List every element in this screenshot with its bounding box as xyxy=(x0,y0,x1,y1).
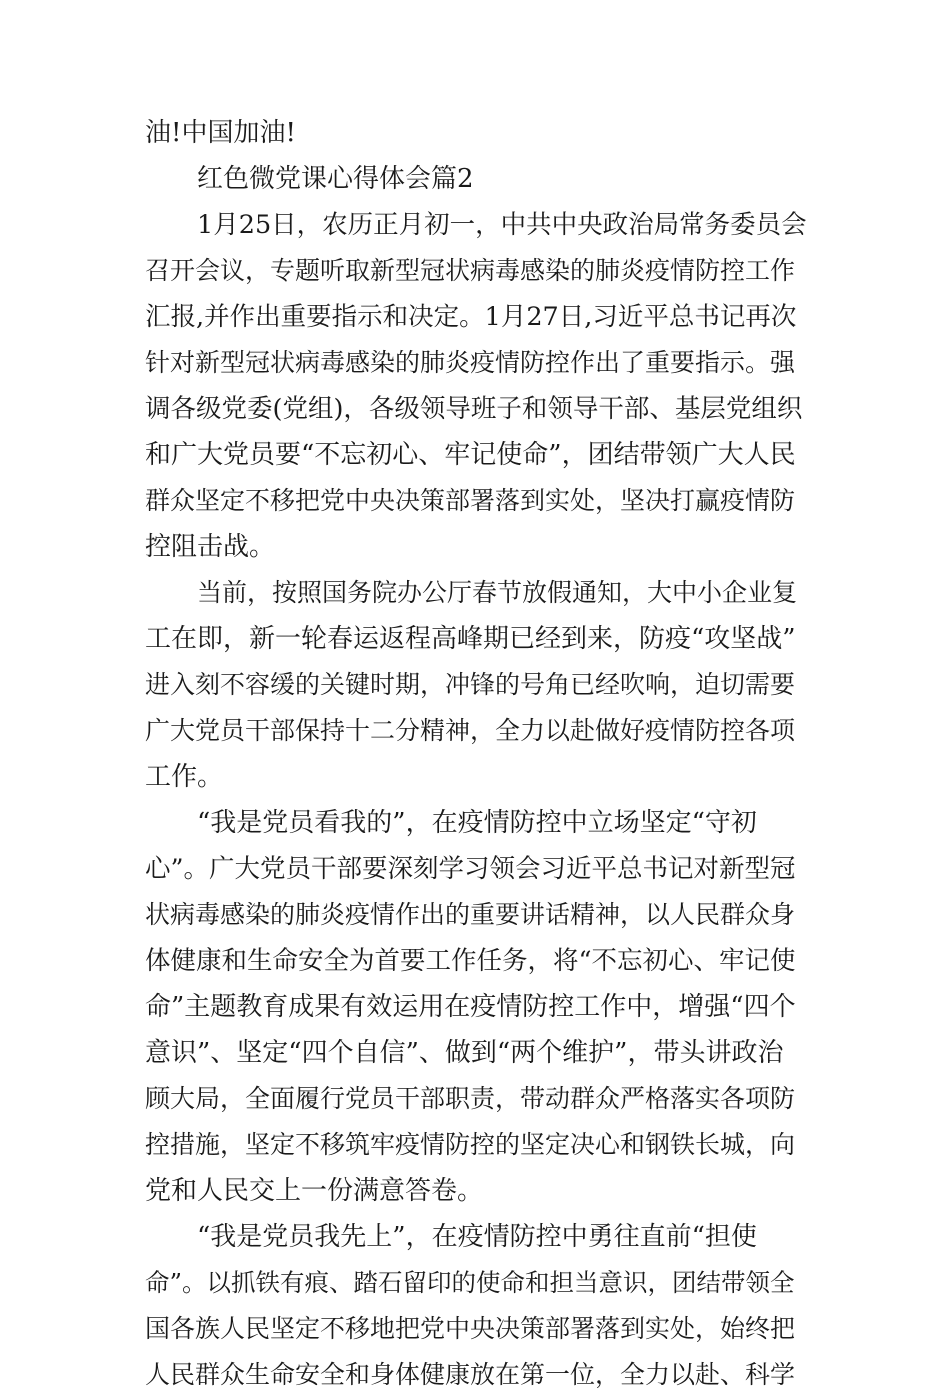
paragraph-text: 汇报,并作出重要指示和决定。1月27日,习近平总书记再次 xyxy=(145,302,797,332)
paragraph-text: 召开会议，专题听取新型冠状病毒感染的肺炎疫情防控工作 xyxy=(145,256,796,285)
text-line xyxy=(145,294,807,340)
text-line xyxy=(145,432,807,478)
paragraph-text: 心”。广大党员干部要深刻学习领会习近平总书记对新型冠 xyxy=(145,854,796,884)
paragraph-text: 工作。 xyxy=(145,762,224,792)
text-line xyxy=(145,524,807,570)
text-line xyxy=(145,248,807,294)
text-line xyxy=(145,1306,807,1352)
text-line xyxy=(145,800,807,846)
paragraph-text: 工在即，新一轮春运返程高峰期已经到来，防疫“攻坚战” xyxy=(145,624,796,654)
text-line xyxy=(145,1122,807,1168)
paragraph-text: 命”主题教育成果有效运用在疫情防控工作中，增强“四个 xyxy=(145,992,796,1022)
paragraph-text: 群众坚定不移把党中央决策部署落到实处，坚决打赢疫情防 xyxy=(145,486,796,515)
heading-text: 红色微党课心得体会篇2 xyxy=(197,164,474,194)
text-line xyxy=(145,708,807,754)
paragraph-text: 进入刻不容缓的关键时期，冲锋的号角已经吹响，迫切需要 xyxy=(145,670,796,699)
paragraph-text: 体健康和生命安全为首要工作任务，将“不忘初心、牢记使 xyxy=(145,946,796,976)
text-line xyxy=(145,846,807,892)
text-line xyxy=(145,570,807,616)
paragraph-text: 意识”、坚定“四个自信”、做到“两个维护”，带头讲政治 xyxy=(145,1038,784,1068)
text-line xyxy=(145,110,807,156)
text-line xyxy=(145,1214,807,1260)
paragraph-text: 控阻击战。 xyxy=(145,532,276,562)
text-line xyxy=(145,478,807,524)
paragraph-text: 党和人民交上一份满意答卷。 xyxy=(145,1176,484,1206)
paragraph-text: 油!中国加油! xyxy=(145,118,296,148)
text-line xyxy=(145,1030,807,1076)
paragraph-text: 状病毒感染的肺炎疫情作出的重要讲话精神，以人民群众身 xyxy=(145,900,796,929)
text-line xyxy=(145,754,807,800)
paragraph-text: “我是党员看我的”，在疫情防控中立场坚定“守初 xyxy=(197,808,757,838)
text-line xyxy=(145,1260,807,1306)
text-line xyxy=(145,938,807,984)
paragraph-text: 命”。以抓铁有痕、踏石留印的使命和担当意识，团结带领全 xyxy=(145,1268,795,1297)
text-line xyxy=(145,1076,807,1122)
text-line xyxy=(145,1168,807,1214)
paragraph-text: 针对新型冠状病毒感染的肺炎疫情防控作出了重要指示。强 xyxy=(145,348,796,377)
paragraph-text: 人民群众生命安全和身体健康放在第一位，全力以赴、科学 xyxy=(145,1360,796,1389)
text-line xyxy=(145,386,807,432)
paragraph-text: 1月25日，农历正月初一，中共中央政治局常务委员会 xyxy=(197,210,807,240)
text-line xyxy=(145,1352,807,1398)
paragraph-text: 调各级党委(党组)，各级领导班子和领导干部、基层党组织 xyxy=(145,394,803,424)
paragraph-text: “我是党员我先上”，在疫情防控中勇往直前“担使 xyxy=(197,1222,757,1252)
text-line xyxy=(145,984,807,1030)
text-line xyxy=(145,616,807,662)
paragraph-text: 国各族人民坚定不移地把党中央决策部署落到实处，始终把 xyxy=(145,1314,796,1343)
section-heading xyxy=(145,156,807,202)
paragraph-text: 当前，按照国务院办公厅春节放假通知，大中小企业复 xyxy=(197,578,798,607)
paragraph-text: 控措施，坚定不移筑牢疫情防控的坚定决心和钢铁长城，向 xyxy=(145,1130,796,1159)
paragraph-text: 和广大党员要“不忘初心、牢记使命”，团结带领广大人民 xyxy=(145,440,796,470)
text-line xyxy=(145,202,807,248)
paragraph-text: 顾大局，全面履行党员干部职责，带动群众严格落实各项防 xyxy=(145,1084,796,1113)
text-line xyxy=(145,662,807,708)
paragraph-text: 广大党员干部保持十二分精神，全力以赴做好疫情防控各项 xyxy=(145,716,796,745)
document-body xyxy=(145,110,807,1398)
text-line xyxy=(145,892,807,938)
text-line xyxy=(145,340,807,386)
